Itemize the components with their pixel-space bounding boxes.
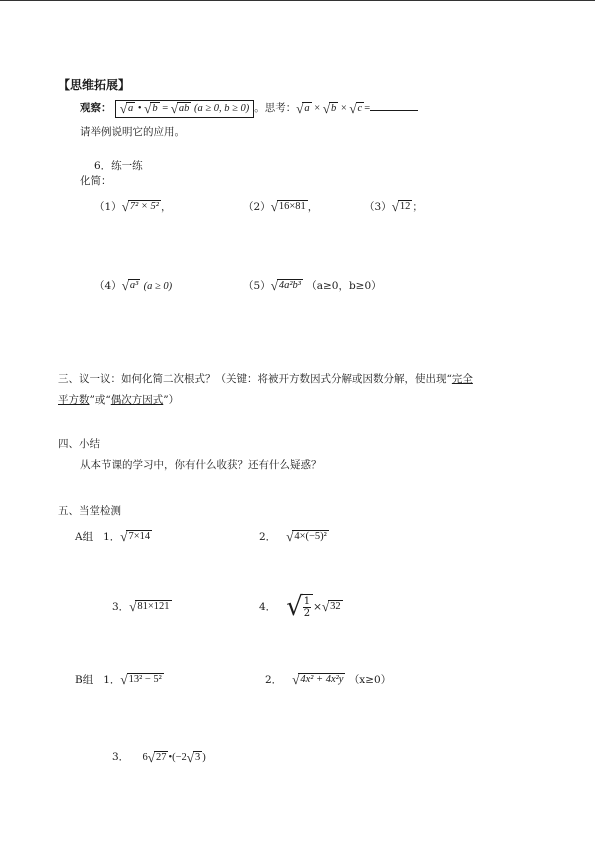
frac-numerator: 1 [303,596,311,607]
think-sqrt-a: a [304,103,310,114]
practice-item-3: （3） √ 12 ； [364,199,423,214]
discuss-text: ”或“ [89,394,111,406]
discuss-line-1 [58,373,473,386]
dot-operator: • [168,752,173,764]
practice-item-1: （1） √ 7² × 5² ， [94,199,172,214]
item-label: （1） [94,200,122,213]
group-label: B组 [75,673,94,686]
item-expr: 12 [399,201,411,212]
equals-sign: = [162,103,169,115]
group-label: A组 [75,530,94,543]
group-a-item-3: 3． √ 81×121 [112,599,170,614]
item-number: 2． [265,673,283,686]
summary-heading: 四、小结 [58,438,100,450]
item-number: 1． [103,673,121,686]
practice-heading: 6．练一练 [94,160,143,172]
item-label: （4） [94,279,122,292]
item-expr: 3 [194,752,201,763]
item-expr: 16×81 [278,201,306,212]
item-number: 2． [259,530,277,543]
practice-item-4: （4） √ a³ (a ≥ 0) [94,278,173,293]
item-label: （2） [243,200,271,213]
times-sign: × [314,103,321,115]
item-expr: 4x² + 4x²y [300,674,344,685]
item-tail: ； [412,200,423,213]
item-number: 3． [112,751,130,764]
discuss-line-2 [58,394,179,407]
coefficient: 6 [142,752,148,764]
summary-text: 从本节课的学习中，你有什么收获？还有什么疑惑？ [80,459,322,471]
think-sqrt-b: b [330,103,337,114]
item-condition: （a≥0，b≥0） [306,279,382,292]
section-title: 【思维拓展】 [58,78,131,92]
group-a-item-1: A组 1． √ 7×14 [75,529,151,544]
group-b-item-1: B组 1． √ 13² − 5² [75,672,162,687]
item-number: 3． [112,600,130,613]
think-sqrt-c: c [357,103,363,114]
example-prompt: 请举例说明它的应用。 [80,126,185,138]
item-expr: 7² × 5² [129,201,159,212]
discuss-underline: 偶次方因式 [110,394,164,406]
item-label: （5） [243,279,271,292]
item-expr: a³ [129,280,139,291]
answer-blank[interactable] [370,100,418,111]
sqrt-ab: ab [178,103,190,114]
discuss-underline: 平方数 [58,394,90,406]
discuss-underline: 完全 [451,373,473,385]
group-a-item-2: 2． √ 4×(−5)² [259,529,327,544]
think-equals: = [364,103,371,115]
observe-label: 观察： [80,102,112,115]
sqrt-b: b [152,103,158,114]
dot-operator: • [137,103,142,115]
item-expr: 13² − 5² [128,674,162,685]
item-tail: ， [160,200,172,213]
item-expr: 4a²b³ [278,280,301,291]
item-condition: （x≥0） [348,673,392,686]
item-label: （3） [364,200,392,213]
practice-sub: 化简： [80,175,112,187]
paren-open: (−2 [172,752,187,764]
times-sign: × [313,601,322,613]
observe-formula-box: √ a • √ b = √ ab (a ≥ 0, b ≥ 0) [115,100,254,118]
top-rule [0,0,595,1]
discuss-text: 三、议一议：如何化简二次根式？（关键：将被开方数因式分解或因数分解，使出现“ [58,373,452,385]
group-b-item-2: 2． √ 4x² + 4x²y （x≥0） [265,672,392,687]
item-condition: (a ≥ 0) [143,280,173,292]
group-b-item-3: 3． 6 √ 27 •(−2 √ 3 ) [112,750,206,765]
item-number: 4． [259,601,277,613]
group-a-item-4: 4． √ $\frac{1}{2}$ × √ 32 [259,592,341,622]
frac-denominator: 2 [303,608,311,619]
observe-condition: (a ≥ 0, b ≥ 0) [194,103,250,115]
item-expr: 27 [155,752,167,763]
item-tail: ， [307,200,319,213]
check-heading: 五、当堂检测 [58,505,121,517]
item-expr: 32 [330,601,341,613]
item-number: 1． [103,530,121,543]
practice-item-2: （2） √ 16×81 ， [243,199,319,214]
practice-item-5: （5） √ 4a²b³ （a≥0，b≥0） [243,278,382,293]
item-expr: 81×121 [137,601,170,612]
times-sign: × [340,103,347,115]
discuss-text: ”） [163,394,180,406]
think-label: 。思考： [254,102,297,115]
item-expr: 7×14 [128,531,151,542]
sqrt-a: a [127,103,134,114]
item-expr: 4×(−5)² [294,531,327,542]
paren-close: ) [202,752,206,764]
observe-line: 观察： √ a • √ b = √ ab (a ≥ 0, b ≥ 0) 。思考： √ a × √ b × √ c = [80,100,418,118]
